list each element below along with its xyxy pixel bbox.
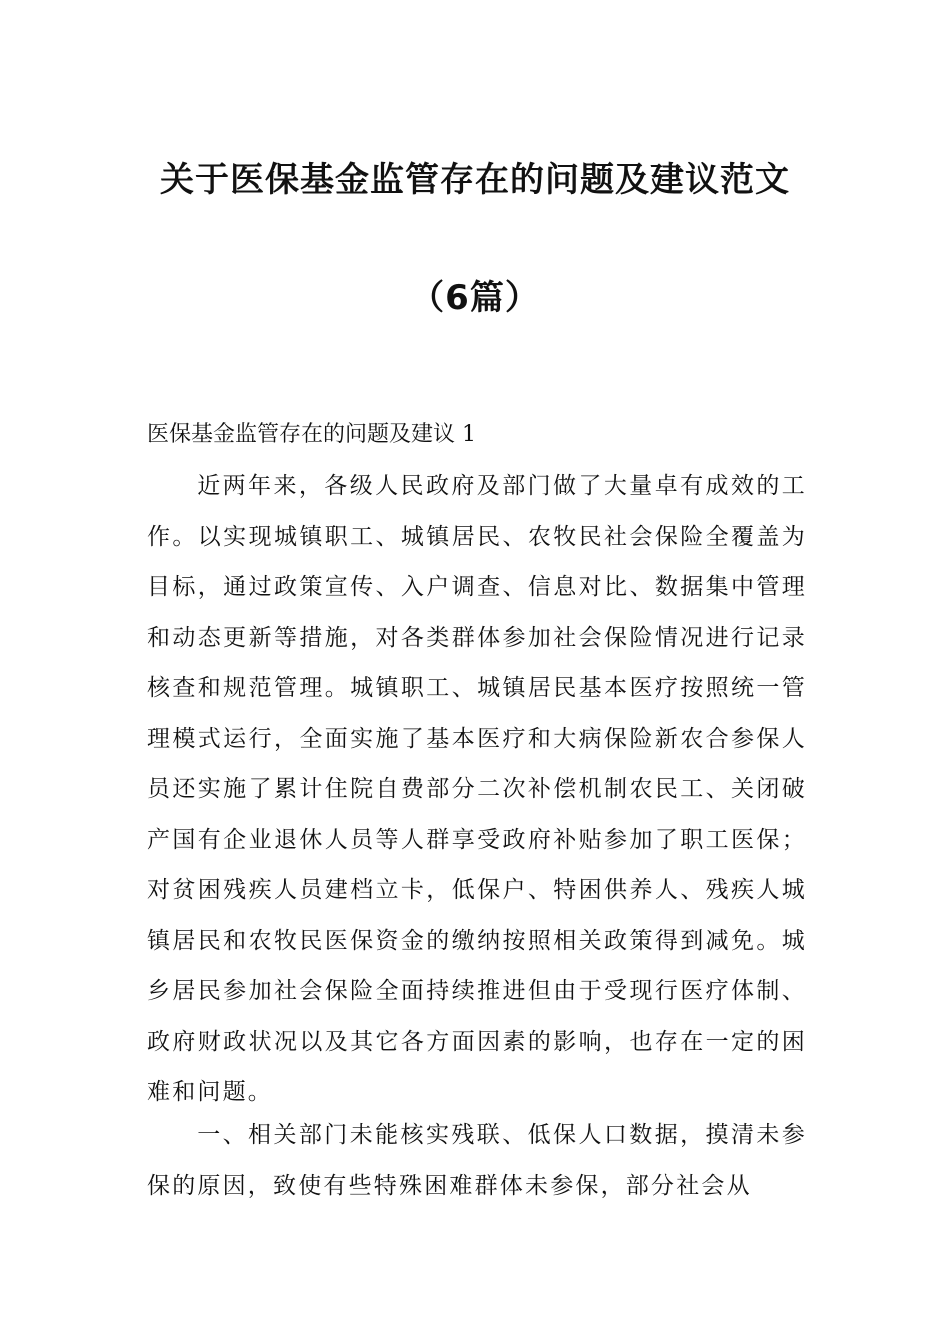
paragraph-2-text: 一、相关部门未能核实残联、低保人口数据，摸清未参保的原因，致使有些特殊困难群体未参保，部分社会从 xyxy=(147,1122,807,1199)
paragraph-2 xyxy=(147,1110,807,1211)
section-heading: 医保基金监管存在的问题及建议 1 xyxy=(147,422,476,447)
paragraph-1-text: 近两年来，各级人民政府及部门做了大量卓有成效的工作。以实现城镇职工、城镇居民、农牧民社会保险全覆盖为目标，通过政策宣传、入户调查、信息对比、数据集中管理和动态更新等措施，对各类群体参加社会保险情况进行记录核查和规范管理。城镇职工、城镇居民基本医疗按照统一管理模式运行，全面实施了基本医疗和大病保险新农合参保人员还实施了累计住院自费部分二次补偿机制农民工、关闭破产国有企业退休人员等人群享受政府补贴参加了职工医保；对贫困残疾人员建档立卡，低保户、特困供养人、残疾人城镇居民和农牧民医保资金的缴纳按照相关政策得到减免。城乡居民参加社会保险全面持续推进但由于受现行医疗体制、政府财政状况以及其它各方面因素的影响，也存在一定的困难和问题。 xyxy=(147,473,807,1105)
document-title: 关于医保基金监管存在的问题及建议范文 xyxy=(160,160,790,200)
document-subtitle: （6篇） xyxy=(410,278,540,318)
paragraph-1 xyxy=(147,461,807,1118)
